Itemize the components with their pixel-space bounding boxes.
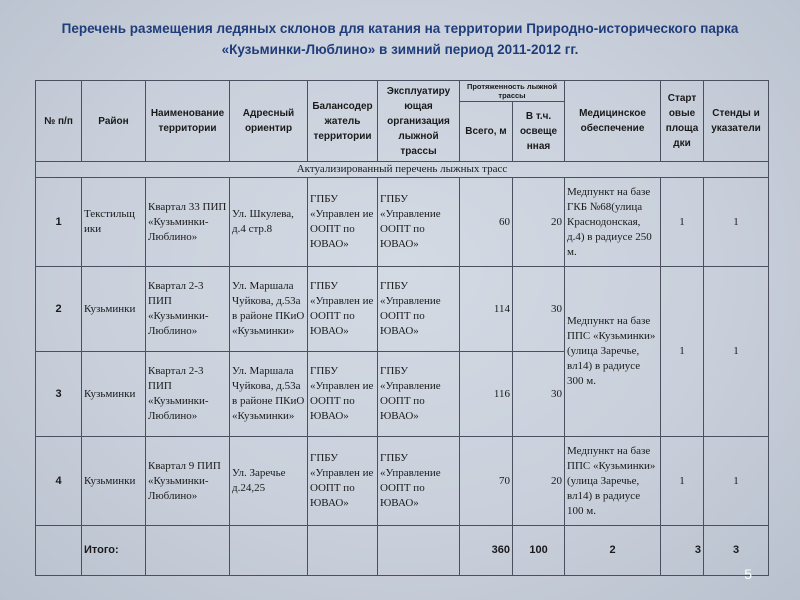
header-stands: Стенды и указатели: [704, 81, 769, 162]
row-stands: 1: [704, 437, 769, 526]
totals-start-area: 3: [661, 526, 704, 576]
row-num: 2: [36, 267, 82, 352]
totals-medical: 2: [565, 526, 661, 576]
totals-stands: 3: [704, 526, 769, 576]
row-address: Ул. Маршала Чуйкова, д.53а в районе ПКиО «Кузьминки»: [230, 352, 308, 437]
header-medical: Медицинское обеспечение: [565, 81, 661, 162]
page-number: 5: [744, 566, 752, 582]
totals-blank: [146, 526, 230, 576]
table-row: [36, 267, 769, 352]
header-operator: Эксплуатиру ющая организация лыжной трассы: [378, 81, 460, 162]
title-line-2: «Кузьминки-Люблино» в зимний период 2011-2012 гг.: [221, 42, 579, 57]
row-num: 1: [36, 178, 82, 267]
row-district: Текстильщ ики: [82, 178, 146, 267]
row-start-area: 1: [661, 178, 704, 267]
totals-blank: [36, 526, 82, 576]
table-row: [36, 437, 769, 526]
row-district: Кузьминки: [82, 437, 146, 526]
totals-row: [36, 526, 769, 576]
row-district: Кузьминки: [82, 352, 146, 437]
row-length-total: 60: [460, 178, 513, 267]
row-length-total: 70: [460, 437, 513, 526]
header-start-area: Старт овые площа дки: [661, 81, 704, 162]
row-length-total: 114: [460, 267, 513, 352]
merged-stands: 1: [704, 267, 769, 437]
totals-length-lit: 100: [513, 526, 565, 576]
header-row-1: [36, 81, 769, 102]
row-operator: ГПБУ «Управление ООПТ по ЮВАО»: [378, 352, 460, 437]
section-row: [36, 162, 769, 178]
row-length-lit: 20: [513, 178, 565, 267]
row-start-area: 1: [661, 437, 704, 526]
header-address: Адресный ориентир: [230, 81, 308, 162]
header-territory: Наименование территории: [146, 81, 230, 162]
totals-blank: [378, 526, 460, 576]
row-operator: ГПБУ «Управление ООПТ по ЮВАО»: [378, 437, 460, 526]
section-title: Актуализированный перечень лыжных трасс: [36, 162, 769, 178]
row-holder: ГПБУ «Управлен ие ООПТ по ЮВАО»: [308, 178, 378, 267]
row-holder: ГПБУ «Управлен ие ООПТ по ЮВАО»: [308, 437, 378, 526]
merged-medical: Медпункт на базе ППС «Кузьминки» (улица Заречье, вл14) в радиусе 300 м.: [565, 267, 661, 437]
row-holder: ГПБУ «Управлен ие ООПТ по ЮВАО»: [308, 267, 378, 352]
header-length-group: Протяженность лыжной трассы: [460, 81, 565, 102]
row-medical: Медпункт на базе ГКБ №68(улица Краснодонская, д.4) в радиусе 250 м.: [565, 178, 661, 267]
row-address: Ул. Маршала Чуйкова, д.53а в районе ПКиО «Кузьминки»: [230, 267, 308, 352]
ski-slopes-table: [35, 80, 769, 576]
row-address: Ул. Заречье д.24,25: [230, 437, 308, 526]
page-title: [0, 18, 800, 60]
totals-blank: [308, 526, 378, 576]
row-territory: Квартал 33 ПИП «Кузьминки-Люблино»: [146, 178, 230, 267]
row-medical: Медпункт на базе ППС «Кузьминки» (улица Заречье, вл14) в радиусе 100 м.: [565, 437, 661, 526]
row-length-total: 116: [460, 352, 513, 437]
row-operator: ГПБУ «Управление ООПТ по ЮВАО»: [378, 267, 460, 352]
row-territory: Квартал 9 ПИП «Кузьминки-Люблино»: [146, 437, 230, 526]
merged-start-area: 1: [661, 267, 704, 437]
header-num: № п/п: [36, 81, 82, 162]
row-territory: Квартал 2-3 ПИП «Кузьминки-Люблино»: [146, 267, 230, 352]
header-holder: Балансодер жатель территории: [308, 81, 378, 162]
totals-label: Итого:: [82, 526, 146, 576]
row-operator: ГПБУ «Управление ООПТ по ЮВАО»: [378, 178, 460, 267]
table-row: [36, 178, 769, 267]
row-length-lit: 30: [513, 267, 565, 352]
row-district: Кузьминки: [82, 267, 146, 352]
header-district: Район: [82, 81, 146, 162]
row-holder: ГПБУ «Управлен ие ООПТ по ЮВАО»: [308, 352, 378, 437]
header-length-lit: В т.ч. освеще нная: [513, 102, 565, 162]
row-stands: 1: [704, 178, 769, 267]
row-num: 3: [36, 352, 82, 437]
totals-blank: [230, 526, 308, 576]
totals-length-total: 360: [460, 526, 513, 576]
row-address: Ул. Шкулева, д.4 стр.8: [230, 178, 308, 267]
header-length-total: Всего, м: [460, 102, 513, 162]
title-line-1: Перечень размещения ледяных склонов для катания на территории Природно-исторического парка: [61, 21, 739, 36]
row-num: 4: [36, 437, 82, 526]
row-length-lit: 20: [513, 437, 565, 526]
row-length-lit: 30: [513, 352, 565, 437]
row-territory: Квартал 2-3 ПИП «Кузьминки-Люблино»: [146, 352, 230, 437]
